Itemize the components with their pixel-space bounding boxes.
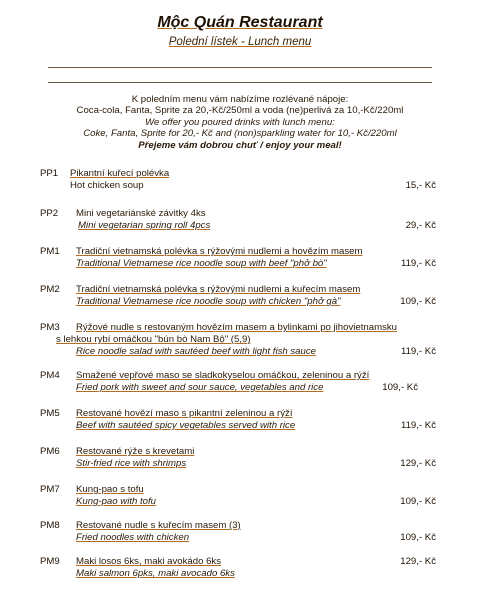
item-name-en: Maki salmon 6pks, maki avocado 6ks	[76, 568, 235, 579]
drinks-intro	[20, 94, 460, 151]
item-name-en: Beef with sautéed spicy vegetables served with rice	[76, 420, 296, 431]
item-name-cz: Smažené vepřové maso se sladkokyselou omáčkou, zeleninou a rýží	[76, 370, 370, 381]
item-name-en: Fried pork with sweet and sour sauce, vegetables and rice	[76, 382, 324, 393]
item-code: PM7	[40, 484, 60, 495]
item-code: PM2	[40, 284, 60, 295]
item-code: PP1	[40, 168, 59, 179]
menu-subtitle	[0, 36, 480, 48]
item-code: PM3	[40, 322, 60, 333]
item-price: 15,- Kč	[405, 180, 436, 191]
item-price: 129,- Kč	[400, 458, 436, 469]
item-name-en: Kung-pao with tofu	[76, 496, 157, 507]
item-code: PM9	[40, 556, 60, 567]
item-name-cz: Kung-pao s tofu	[76, 484, 144, 495]
item-price: 109,- Kč	[382, 382, 418, 393]
item-price: 29,- Kč	[405, 220, 436, 231]
item-name-en: Fried noodles with chicken	[76, 532, 190, 543]
item-name-en: Hot chicken soup	[70, 180, 144, 191]
item-price: 109,- Kč	[400, 296, 436, 307]
item-price: 109,- Kč	[400, 496, 436, 507]
item-code: PM5	[40, 408, 60, 419]
item-price: 119,- Kč	[400, 346, 436, 357]
item-code: PM4	[40, 370, 60, 381]
item-name-cz: Restované nudle s kuřecím masem (3)	[76, 520, 241, 531]
item-name-cz: Rýžové nudle s restovaným hovězím masem a bylinkami po jihovietnamsku	[76, 322, 397, 333]
intro-line-en: We offer you poured drinks with lunch menu:	[145, 116, 335, 128]
item-name-cz: Maki losos 6ks, maki avokádo 6ks	[76, 556, 222, 567]
item-name-en: Rice noodle salad with sautéed beef with light fish sauce	[76, 346, 316, 357]
item-code: PM1	[40, 246, 60, 257]
item-name-cz: Pikantní kuřecí polévka	[70, 168, 170, 179]
item-code: PP2	[40, 208, 59, 219]
intro-line-en-drinks: Coke, Fanta, Sprite for 20,- Kč and (non)sparkling water for 10,- Kč/220ml	[83, 128, 397, 140]
item-name-cz: Tradiční vietnamská polévka s rýžovými nudlemi a hovězím masem	[76, 246, 363, 257]
menu-subtitle-text: Polední lístek - Lunch menu	[168, 36, 312, 48]
item-price: 109,- Kč	[400, 532, 436, 543]
item-price: 129,- Kč	[400, 556, 436, 567]
restaurant-title: Mộc Quán Restaurant	[157, 14, 323, 31]
item-name-en: Traditional Vietnamese rice noodle soup with chicken "phở gà"	[76, 296, 341, 307]
intro-wish: Přejeme vám dobrou chuť / enjoy your meal!	[138, 139, 342, 151]
item-name-cz-line2: s lehkou rybí omáčkou "bún bò Nam Bộ" (5,9)	[56, 334, 251, 345]
divider-bottom	[48, 82, 432, 83]
item-name-en: Mini vegetarian spring roll 4pcs	[78, 220, 211, 231]
item-name-en: Stir-fried rice with shrimps	[76, 458, 187, 469]
item-price: 119,- Kč	[400, 420, 436, 431]
item-name-en: Traditional Vietnamese rice noodle soup with beef "phở bò"	[76, 258, 327, 269]
item-name-cz: Restované rýže s krevetami	[76, 446, 195, 457]
item-name-cz: Tradiční vietnamská polévka s rýžovými nudlemi a kuřecím masem	[76, 284, 361, 295]
intro-line-cz-drinks: Coca-cola, Fanta, Sprite za 20,-Kč/250ml a voda (ne)perlivá za 10,-Kč/220ml	[76, 105, 404, 117]
item-code: PM6	[40, 446, 60, 457]
item-price: 119,- Kč	[400, 258, 436, 269]
divider-top	[48, 67, 432, 68]
item-name-cz: Mini vegetariánské závitky 4ks	[76, 208, 206, 219]
intro-line-cz: K poledním menu vám nabízíme rozlévané nápoje:	[131, 94, 349, 105]
item-code: PM8	[40, 520, 60, 531]
item-name-cz: Restované hovězí maso s pikantní zeleninou a rýží	[76, 408, 293, 419]
